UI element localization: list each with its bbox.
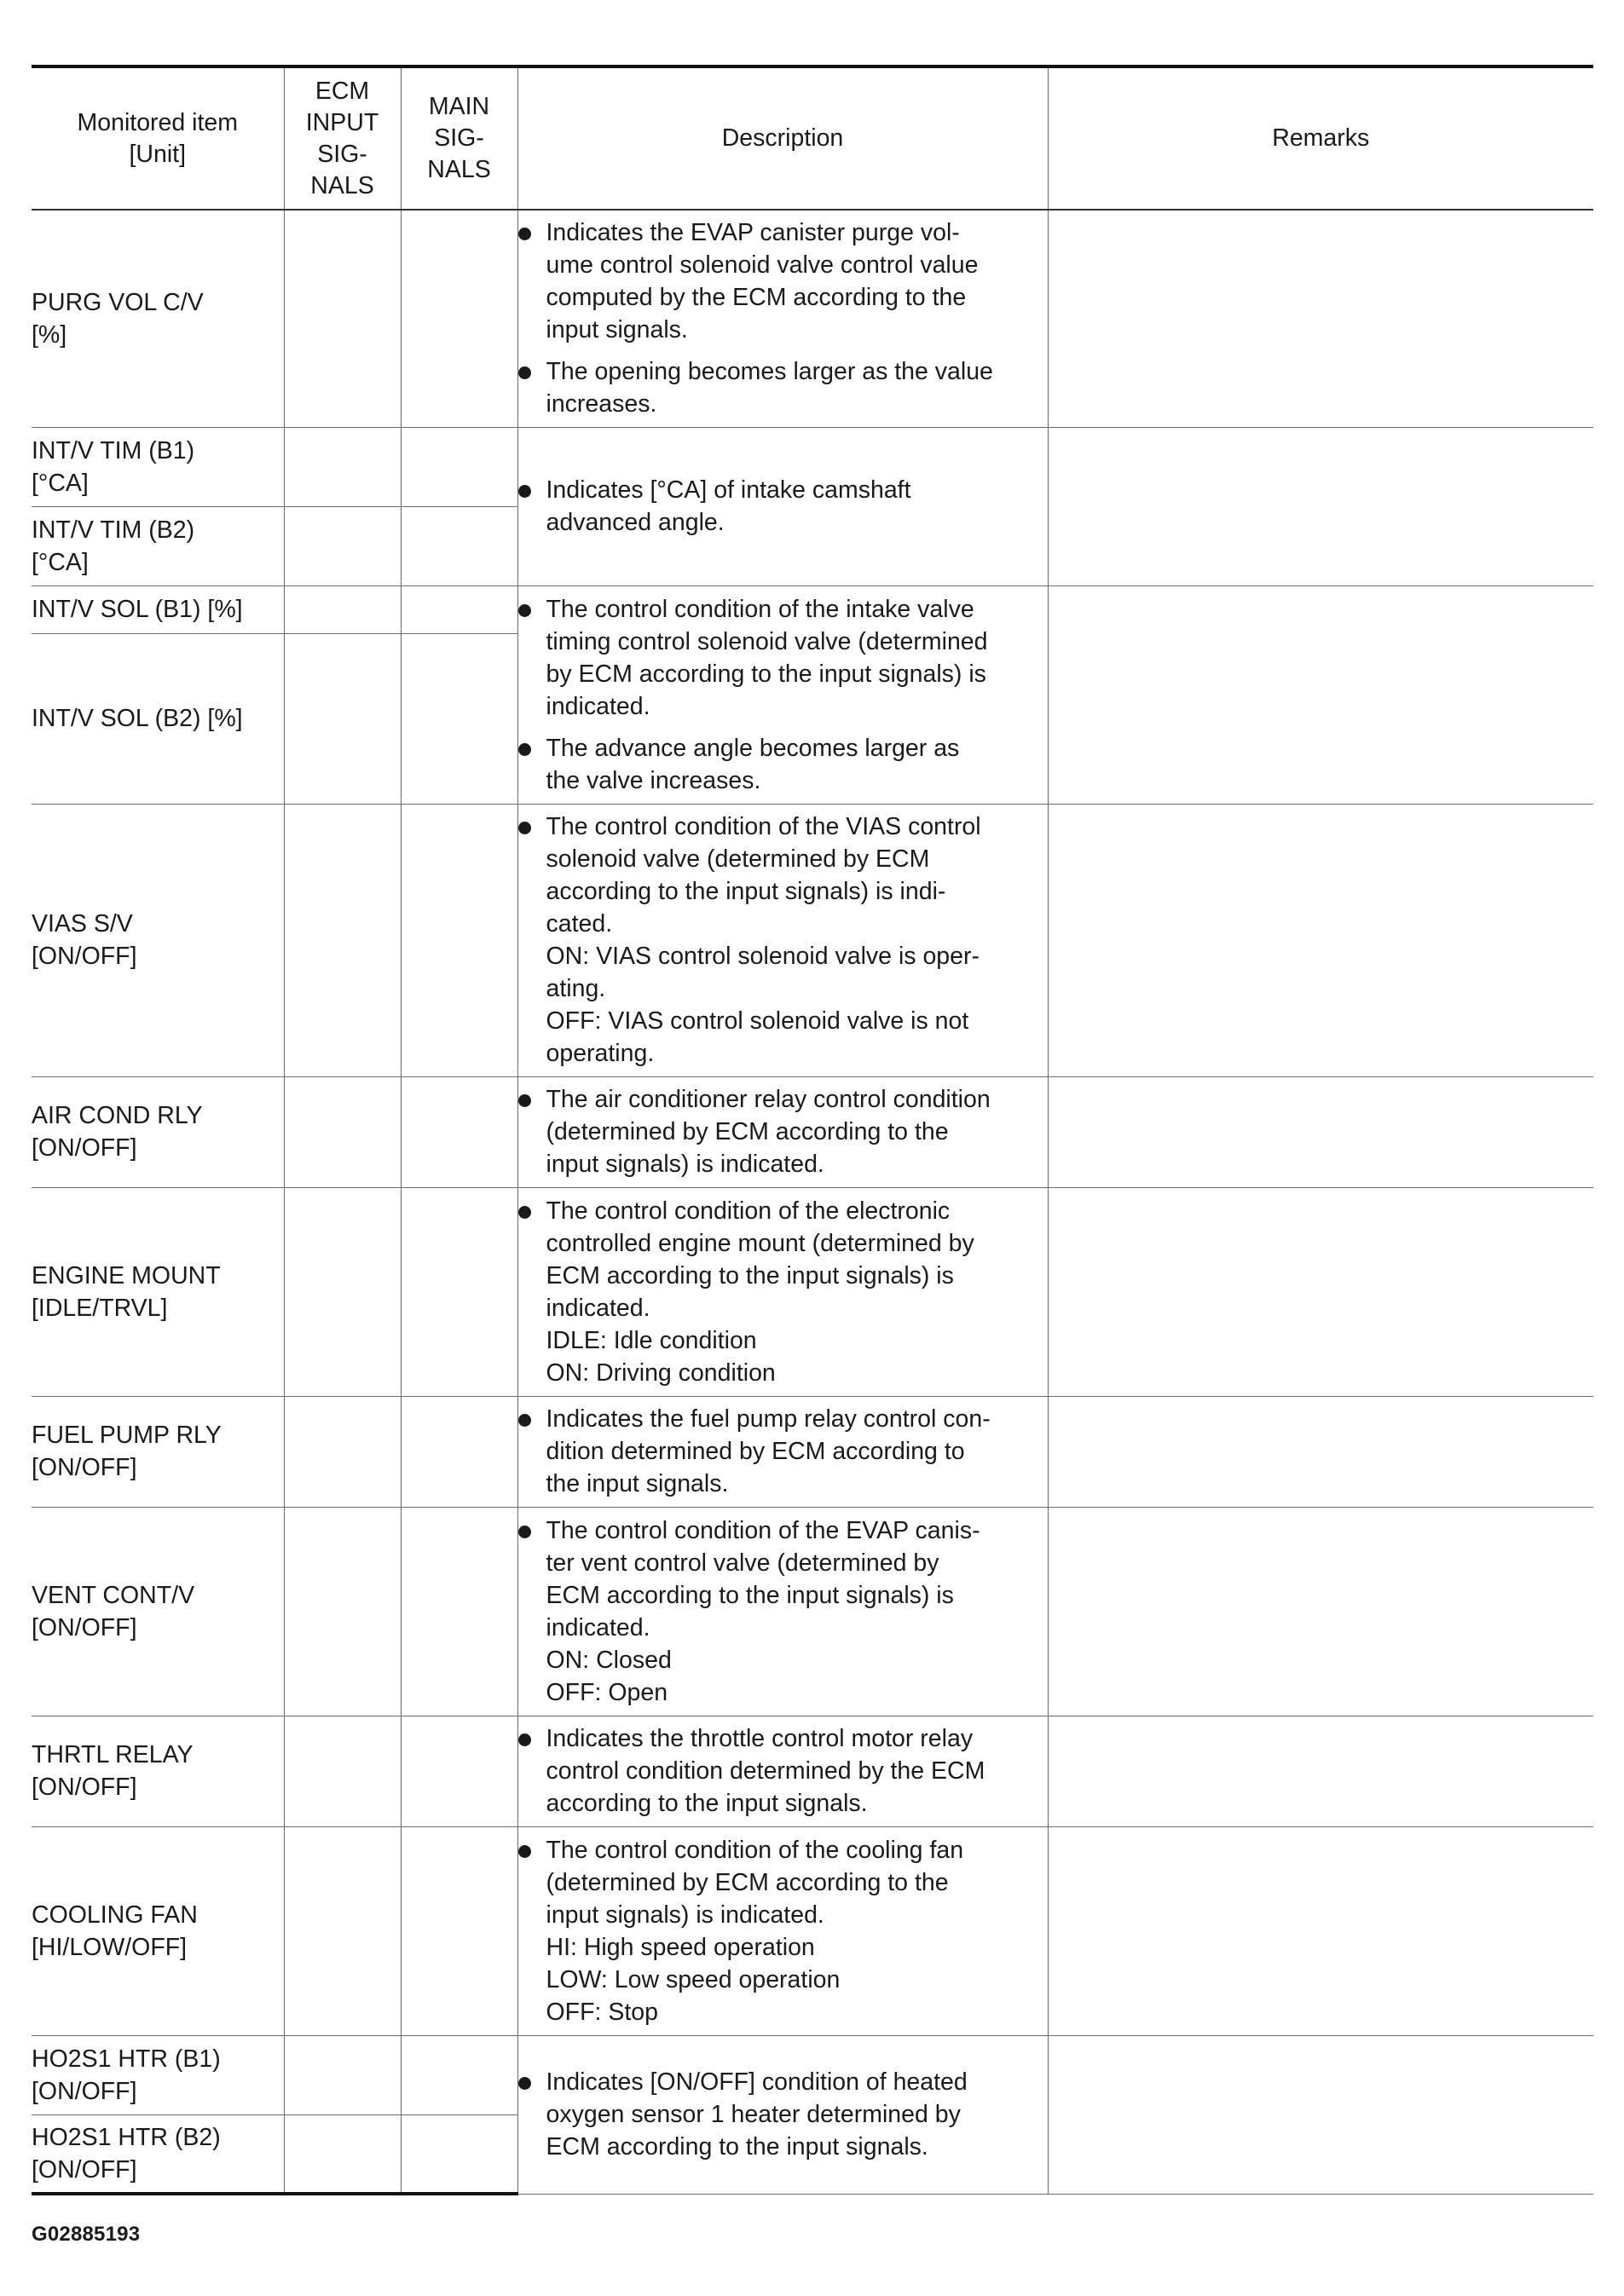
description-line: ON: Closed xyxy=(546,1646,672,1674)
ecm-input-signal-cell xyxy=(284,506,401,586)
monitored-item-text: INT/V TIM (B2) xyxy=(32,516,195,544)
monitored-item-text: [°CA] xyxy=(32,548,89,576)
monitored-item-cell xyxy=(32,506,284,586)
description-cell xyxy=(517,1076,1048,1187)
description-line: cated. xyxy=(546,910,613,937)
description-line: (determined by ECM according to the xyxy=(546,1868,949,1896)
main-signal-cell xyxy=(401,1826,517,2035)
monitored-item-text: [ON/OFF] xyxy=(32,1454,137,1481)
description-line: The control condition of the VIAS control xyxy=(546,813,981,840)
monitored-item-cell xyxy=(32,1716,284,1826)
description-line: Indicates [°CA] of intake camshaft xyxy=(546,476,911,504)
monitored-item-text: [ON/OFF] xyxy=(32,2155,137,2184)
monitored-item-cell xyxy=(32,1396,284,1507)
monitored-item-cell xyxy=(32,427,284,506)
monitored-item-text: [ON/OFF] xyxy=(32,2077,137,2105)
table-row xyxy=(32,586,1593,633)
description-bullet xyxy=(518,2066,1048,2163)
description-bullet xyxy=(518,1834,1048,2028)
description-cell xyxy=(517,804,1048,1076)
monitored-item-text: THRTL RELAY xyxy=(32,1741,194,1768)
description-line: computed by the ECM according to the xyxy=(546,284,967,312)
description-line: according to the input signals. xyxy=(546,1790,868,1817)
description-bullet xyxy=(518,1403,1048,1500)
remarks-cell xyxy=(1048,427,1593,586)
main-signal-cell xyxy=(401,586,517,633)
description-line: input signals. xyxy=(546,316,688,344)
description-line: indicated. xyxy=(546,1613,650,1641)
remarks-cell xyxy=(1048,2035,1593,2194)
description-line: The air conditioner relay control condition xyxy=(546,1086,991,1113)
ecm-input-signal-cell xyxy=(284,804,401,1076)
monitored-item-text: [ON/OFF] xyxy=(32,1774,137,1801)
monitored-item-text: INT/V SOL (B1) [%] xyxy=(32,596,243,623)
monitored-item-text: FUEL PUMP RLY xyxy=(32,1422,222,1449)
monitored-item-text: [°CA] xyxy=(32,469,89,497)
ecm-input-signal-cell xyxy=(284,1396,401,1507)
monitored-item-text: [ON/OFF] xyxy=(32,943,137,970)
monitored-item-cell xyxy=(32,210,284,427)
monitored-item-text: [IDLE/TRVL] xyxy=(32,1294,168,1322)
remarks-cell xyxy=(1048,210,1593,427)
main-signal-cell xyxy=(401,1507,517,1716)
table-row xyxy=(32,1826,1593,2035)
monitored-item-cell xyxy=(32,633,284,804)
remarks-cell xyxy=(1048,1507,1593,1716)
main-signal-cell xyxy=(401,2035,517,2114)
description-bullet xyxy=(518,1083,1048,1180)
main-signal-cell xyxy=(401,1396,517,1507)
table-row xyxy=(32,1187,1593,1396)
description-line: OFF: VIAS control solenoid valve is not xyxy=(546,1007,969,1035)
description-bullet xyxy=(518,474,1048,539)
table-row xyxy=(32,210,1593,427)
monitored-item-text: VIAS S/V xyxy=(32,910,133,937)
main-signal-cell xyxy=(401,210,517,427)
monitored-item-text: [HI/LOW/OFF] xyxy=(32,1933,188,1961)
remarks-cell xyxy=(1048,586,1593,804)
description-bullet xyxy=(518,811,1048,1070)
monitored-item-text: HO2S1 HTR (B2) xyxy=(32,2123,221,2151)
table-row xyxy=(32,1076,1593,1187)
description-line: ON: Driving condition xyxy=(546,1359,776,1387)
main-signal-cell xyxy=(401,506,517,586)
monitored-item-cell xyxy=(32,804,284,1076)
description-bullet xyxy=(518,216,1048,346)
header-line: [Unit] xyxy=(129,140,187,168)
description-line: input signals) is indicated. xyxy=(546,1901,824,1929)
description-line: input signals) is indicated. xyxy=(546,1151,824,1178)
description-line: advanced angle. xyxy=(546,509,725,536)
ecm-input-signal-cell xyxy=(284,1076,401,1187)
main-signal-cell xyxy=(401,1716,517,1826)
description-cell xyxy=(517,1187,1048,1396)
description-line: control condition determined by the ECM xyxy=(546,1757,985,1785)
monitored-item-text: AIR COND RLY xyxy=(32,1102,203,1129)
description-line: by ECM according to the input signals) is xyxy=(546,660,986,688)
monitored-item-cell xyxy=(32,1507,284,1716)
monitored-item-cell xyxy=(32,1826,284,2035)
description-line: ECM according to the input signals) is xyxy=(546,1581,954,1609)
description-line: HI: High speed operation xyxy=(546,1933,815,1961)
description-cell xyxy=(517,1826,1048,2035)
description-line: The control condition of the electronic xyxy=(546,1197,951,1225)
description-line: timing control solenoid valve (determined xyxy=(546,627,988,655)
header-description: Description xyxy=(517,66,1048,210)
main-signal-cell xyxy=(401,1187,517,1396)
header-remarks: Remarks xyxy=(1048,66,1593,210)
main-signal-cell xyxy=(401,633,517,804)
remarks-cell xyxy=(1048,1187,1593,1396)
monitored-item-text: ENGINE MOUNT xyxy=(32,1261,221,1289)
description-line: OFF: Stop xyxy=(546,1998,658,2026)
remarks-cell xyxy=(1048,1826,1593,2035)
ecm-input-signal-cell xyxy=(284,1716,401,1826)
description-bullet xyxy=(518,1514,1048,1709)
remarks-cell xyxy=(1048,804,1593,1076)
table-row xyxy=(32,427,1593,506)
remarks-cell xyxy=(1048,1396,1593,1507)
table-row xyxy=(32,1396,1593,1507)
description-line: The control condition of the intake valve xyxy=(546,595,974,623)
monitored-item-text: COOLING FAN xyxy=(32,1901,198,1929)
description-line: according to the input signals) is indi- xyxy=(546,878,946,905)
header-line: Monitored item xyxy=(77,108,238,136)
table-body xyxy=(32,210,1593,2194)
monitored-item-cell xyxy=(32,1187,284,1396)
header-line: NALS xyxy=(427,156,491,183)
ecm-input-signal-cell xyxy=(284,2035,401,2114)
description-cell xyxy=(517,1396,1048,1507)
table-row xyxy=(32,2035,1593,2114)
ecm-input-signal-cell xyxy=(284,210,401,427)
main-signal-cell xyxy=(401,804,517,1076)
header-line: INPUT xyxy=(305,108,379,136)
header-ecm-input-signals xyxy=(284,66,401,210)
header-monitored-item xyxy=(32,66,284,210)
monitored-item-text: [ON/OFF] xyxy=(32,1613,137,1641)
description-line: indicated. xyxy=(546,1294,650,1322)
description-bullet xyxy=(518,1722,1048,1820)
monitored-item-cell xyxy=(32,2035,284,2114)
monitored-item-text: VENT CONT/V xyxy=(32,1581,195,1609)
description-bullet xyxy=(518,593,1048,723)
description-line: The opening becomes larger as the value xyxy=(546,358,993,386)
description-line: ter vent control valve (determined by xyxy=(546,1549,939,1577)
description-cell xyxy=(517,2035,1048,2194)
main-signal-cell xyxy=(401,1076,517,1187)
description-line: Indicates the fuel pump relay control con- xyxy=(546,1405,991,1433)
header-line: SIG- xyxy=(434,124,484,152)
description-line: LOW: Low speed operation xyxy=(546,1965,841,1993)
header-line: NALS xyxy=(310,171,374,199)
table-row xyxy=(32,1716,1593,1826)
description-line: indicated. xyxy=(546,692,650,720)
description-bullet xyxy=(518,732,1048,797)
description-line: The control condition of the cooling fan xyxy=(546,1836,964,1864)
description-line: the valve increases. xyxy=(546,766,761,794)
monitored-item-text: [ON/OFF] xyxy=(32,1134,137,1162)
description-bullet xyxy=(518,1195,1048,1389)
monitored-item-text: INT/V SOL (B2) [%] xyxy=(32,705,243,732)
monitored-item-text: INT/V TIM (B1) xyxy=(32,436,195,464)
table-row xyxy=(32,804,1593,1076)
description-line: ECM according to the input signals) is xyxy=(546,1261,954,1289)
description-cell xyxy=(517,1716,1048,1826)
main-signal-cell xyxy=(401,427,517,506)
description-cell xyxy=(517,210,1048,427)
monitored-item-cell xyxy=(32,1076,284,1187)
description-line: Indicates [ON/OFF] condition of heated xyxy=(546,2068,968,2096)
monitored-item-cell xyxy=(32,2114,284,2194)
monitored-item-text: PURG VOL C/V xyxy=(32,288,204,316)
ecm-input-signal-cell xyxy=(284,427,401,506)
description-line: (determined by ECM according to the xyxy=(546,1118,949,1145)
description-line: ating. xyxy=(546,975,606,1002)
header-main-signals xyxy=(401,66,517,210)
monitored-item-text: [%] xyxy=(32,320,67,349)
monitored-item-text: HO2S1 HTR (B1) xyxy=(32,2045,221,2073)
remarks-cell xyxy=(1048,1076,1593,1187)
figure-code: G02885193 xyxy=(32,2223,141,2246)
description-line: Indicates the throttle control motor relay xyxy=(546,1725,974,1752)
description-line: dition determined by ECM according to xyxy=(546,1438,965,1465)
ecm-input-signal-cell xyxy=(284,1507,401,1716)
description-line: the input signals. xyxy=(546,1470,729,1497)
description-line: ume control solenoid valve control value xyxy=(546,251,979,280)
remarks-cell xyxy=(1048,1716,1593,1826)
description-line: operating. xyxy=(546,1040,655,1067)
ecm-input-signal-cell xyxy=(284,1826,401,2035)
header-line: MAIN xyxy=(428,93,490,120)
description-line: ECM according to the input signals. xyxy=(546,2133,928,2160)
description-line: IDLE: Idle condition xyxy=(546,1326,757,1354)
description-bullet xyxy=(518,355,1048,420)
description-line: OFF: Open xyxy=(546,1678,668,1706)
description-line: oxygen sensor 1 heater determined by xyxy=(546,2101,961,2128)
description-line: solenoid valve (determined by ECM xyxy=(546,845,930,873)
table-row xyxy=(32,1507,1593,1716)
ecm-input-signal-cell xyxy=(284,1187,401,1396)
main-signal-cell xyxy=(401,2114,517,2194)
description-line: controlled engine mount (determined by xyxy=(546,1229,974,1257)
description-cell xyxy=(517,1507,1048,1716)
description-line: The advance angle becomes larger as xyxy=(546,734,960,762)
header-line: ECM xyxy=(315,77,370,105)
table-header-row xyxy=(32,66,1593,210)
description-cell xyxy=(517,427,1048,586)
description-cell xyxy=(517,586,1048,804)
ecm-input-signal-cell xyxy=(284,586,401,633)
header-line: SIG- xyxy=(317,140,367,168)
ecm-input-signal-cell xyxy=(284,2114,401,2194)
ecm-input-signal-cell xyxy=(284,633,401,804)
monitored-item-cell xyxy=(32,586,284,633)
description-line: Indicates the EVAP canister purge vol- xyxy=(546,219,960,247)
description-line: ON: VIAS control solenoid valve is oper- xyxy=(546,943,980,970)
description-line: The control condition of the EVAP canis- xyxy=(546,1516,980,1544)
monitor-item-table xyxy=(32,65,1593,2195)
description-line: increases. xyxy=(546,390,657,418)
